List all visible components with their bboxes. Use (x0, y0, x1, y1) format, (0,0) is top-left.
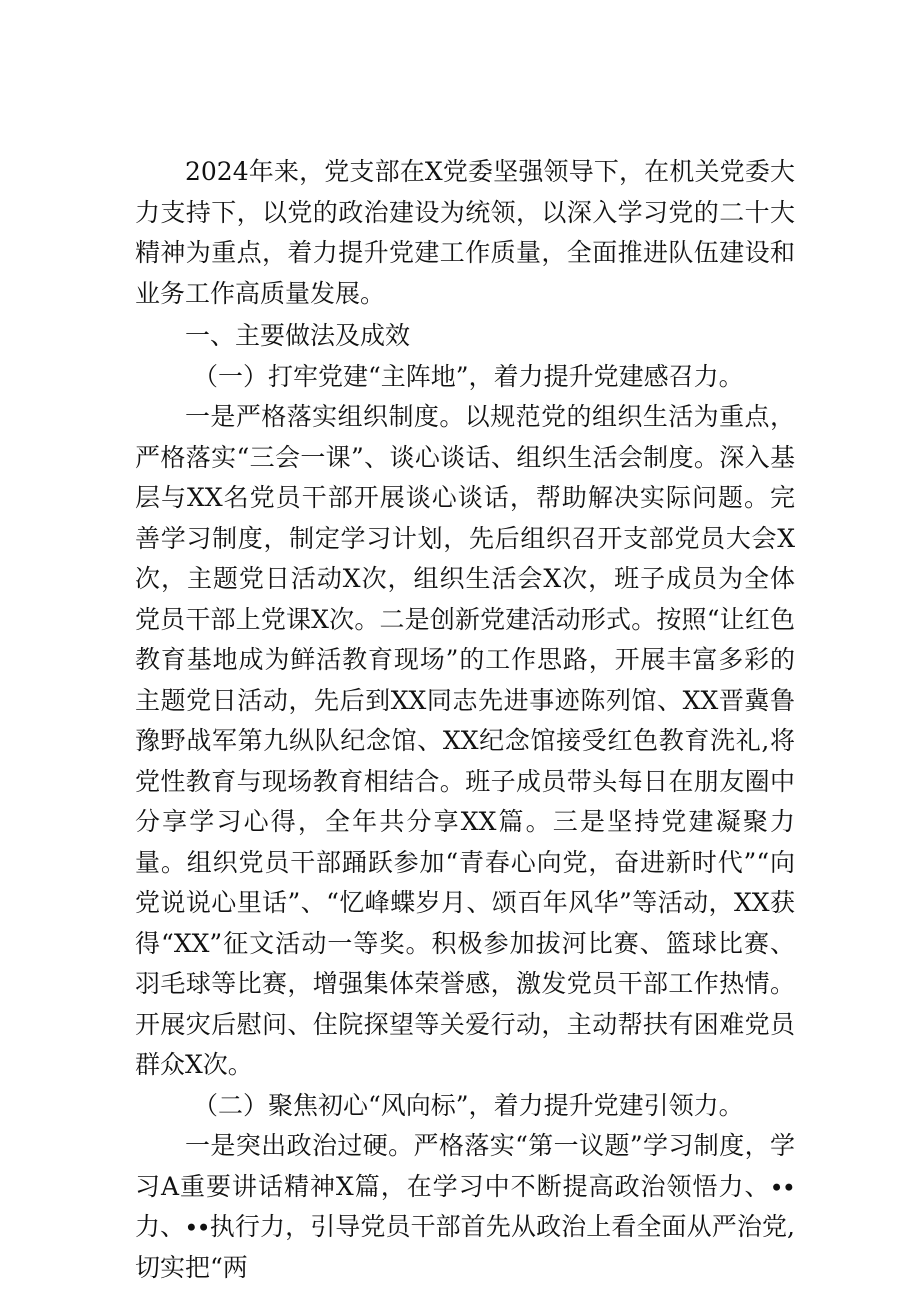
section-heading-main-practices: 一、主要做法及成效 (185, 321, 411, 350)
subsection-1-body: 一是严格落实组织制度。以规范党的组织生活为重点，严格落实“三会一课”、谈心谈话、组织生活会制度。深入基层与XX名党员干部开展谈心谈话，帮助解决实际问题。完善学习制度，制定学习计划，先后组织召开支部党员大会X次，主题党日活动X次，组织生活会X次，班子成员为全体党员干部上党课X次。二是创新党建活动形式。按照“让红色教育基地成为鲜活教育现场”的工作思路，开展丰富多彩的主题党日活动，先后到XX同志先进事迹陈列馆、XX晋冀鲁豫野战军第九纵队纪念馆、XX纪念馆接受红色教育洗礼,将党性教育与现场教育相结合。班子成员带头每日在朋友圈中分享学习心得，全年共分享XX篇。三是坚持党建凝聚力量。组织党员干部踊跃参加“青春心向党，奋进新时代”“向党说说心里话”、“忆峰蝶岁月、颂百年风华”等活动，XX获得“XX”征文活动一等奖。积极参加拔河比赛、篮球比赛、羽毛球等比赛，增强集体荣誉感，激发党员干部工作热情。开展灾后慰问、住院探望等关爱行动，主动帮扶有困难党员群众X次。 (135, 402, 795, 1079)
subsection-heading-1: （一）打牢党建“主阵地”，着力提升党建感召力。 (193, 361, 744, 391)
intro-paragraph: 2024年来，党支部在X党委坚强领导下，在机关党委大力支持下，以党的政治建设为统领，以深入学习党的二十大精神为重点，着力提升党建工作质量，全面推进队伍建设和业务工作高质量发展。 (135, 157, 795, 308)
subsection-2-body: 一是突出政治过硬。严格落实“第一议题”学习制度，学习A重要讲话精神X篇，在学习中不断提高政治领悟力、∙∙力、∙∙执行力，引导党员干部首先从政治上看全面从严治党,切实把“两 (135, 1131, 795, 1282)
document-body (135, 152, 795, 1288)
subsection-heading-2: （二）聚焦初心“风向标”，着力提升党建引领力。 (193, 1090, 744, 1120)
